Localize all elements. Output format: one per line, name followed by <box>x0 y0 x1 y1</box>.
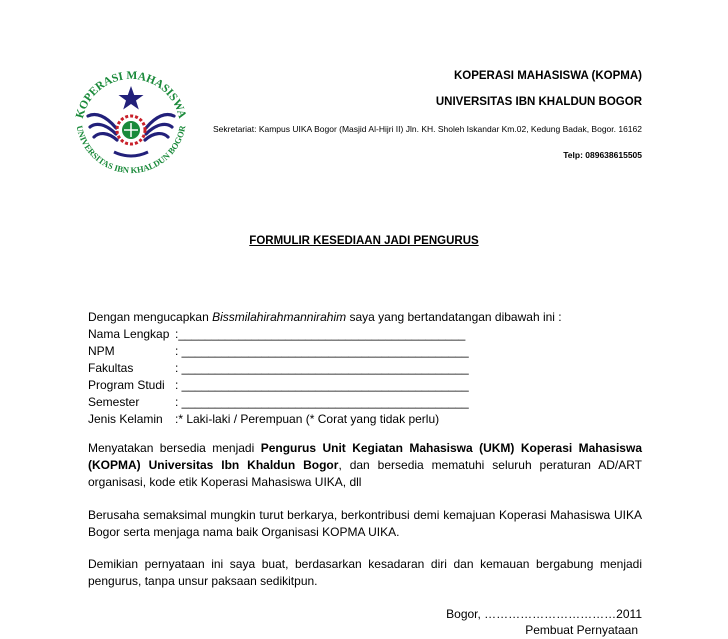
intro-basmalah: Bissmilahirahmannirahim <box>212 310 347 324</box>
logo-arc-top: KOPERASI MAHASISWA <box>74 69 188 120</box>
field-blank-fakultas: : ___________________________________________ <box>175 361 469 375</box>
star-icon <box>119 86 144 110</box>
field-blank-prodi: : ___________________________________________ <box>175 378 469 392</box>
intro-after: saya yang bertandatangan dibawah ini : <box>346 310 562 324</box>
field-row-fakultas <box>88 360 642 377</box>
logo-arc-bottom: UNIVERSITAS IBN KHALDUN BOGOR <box>74 124 188 176</box>
declaration-paragraph: Demikian pernyataan ini saya buat, berdasarkan kesadaran diri dan kemauan bergabung menjadi pengurus, tanpa unsur paksaan sedikitpun. <box>88 557 642 588</box>
statement-text-2: , dan bersedia mematuhi seluruh peraturan AD/ART organisasi, kode etik Koperasi Mahasiswa UIKA, dll <box>88 458 642 489</box>
phone-number: Telp: 089638615505 <box>563 150 642 160</box>
field-value-gender: :* Laki-laki / Perempuan (* Corat yang tidak perlu) <box>175 412 440 426</box>
field-row-prodi <box>88 377 642 394</box>
field-blank-nama: :___________________________________________ <box>175 327 466 341</box>
field-blank-npm: : ___________________________________________ <box>175 344 469 358</box>
form-title: FORMULIR KESEDIAAN JADI PENGURUS <box>249 235 479 247</box>
org-name: KOPERASI MAHASISWA (KOPMA) <box>453 70 642 82</box>
signature-place-date: Bogor, ……………………………2011 <box>446 607 642 621</box>
kopma-logo <box>66 60 196 190</box>
field-label-nama: Nama Lengkap <box>88 327 170 341</box>
commitment-paragraph: Berusaha semaksimal mungkin turut berkarya, berkontribusi demi kemajuan Koperasi Mahasiswa UIKA Bogor serta menjaga nama baik Organisasi KOPMA UIKA. <box>88 508 642 539</box>
intro-before: Dengan mengucapkan <box>88 310 213 324</box>
field-label-semester: Semester <box>88 395 140 409</box>
intro-line <box>88 309 642 326</box>
university-name: UNIVERSITAS IBN KHALDUN BOGOR <box>435 96 642 108</box>
field-row-semester <box>88 394 642 411</box>
field-label-gender: Jenis Kelamin <box>88 412 163 426</box>
signature-label: Pembuat Pernyataan <box>525 623 638 637</box>
field-label-prodi: Program Studi <box>88 378 165 392</box>
field-blank-semester: : ___________________________________________ <box>175 395 469 409</box>
field-label-npm: NPM <box>88 344 115 358</box>
field-row-gender <box>88 411 642 428</box>
field-label-fakultas: Fakultas <box>88 361 134 375</box>
form-fields <box>88 326 642 428</box>
secretariat-address: Sekretariat: Kampus UIKA Bogor (Masjid Al-Hijri II) Jln. KH. Sholeh Iskandar Km.02, Kedung Badak, Bogor. 16162 <box>213 124 642 134</box>
emblem-base <box>114 152 148 156</box>
statement-unit-name: Pengurus Unit Kegiatan Mahasiswa (UKM) Koperasi Mahasiswa (KOPMA) Universitas Ibn Khaldun Bogor <box>88 441 642 472</box>
statement-text-1: Menyatakan bersedia menjadi <box>88 441 261 455</box>
field-row-npm <box>88 343 642 360</box>
field-row-nama <box>88 326 642 343</box>
statement-paragraph <box>88 440 642 491</box>
